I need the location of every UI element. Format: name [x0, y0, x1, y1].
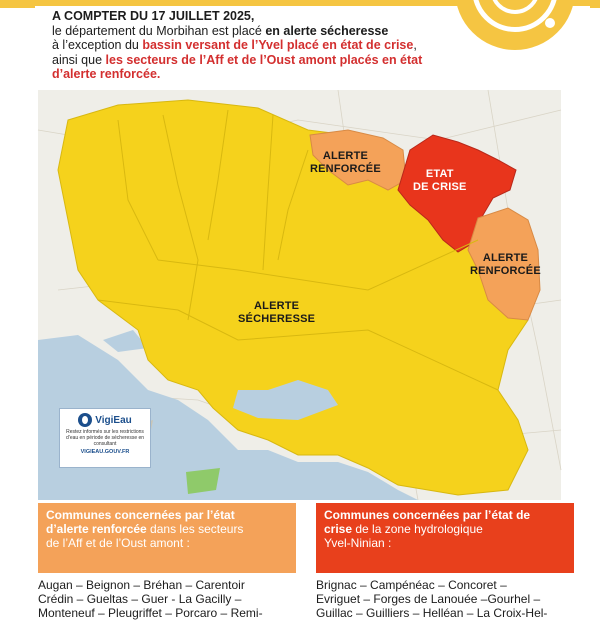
header-line-3: à l’exception du bassin versant de l’Yvel placé en état de crise,: [52, 38, 417, 52]
map-island-green: [186, 468, 220, 494]
commune-line: Brignac – Campénéac – Concoret –: [316, 578, 507, 592]
commune-line: Monteneuf – Pleugriffet – Porcaro – Remi-: [38, 606, 263, 620]
vigieau-name: VigiEau: [95, 414, 132, 426]
communes-crise-list: [316, 578, 586, 620]
water-drop-icon: [78, 413, 92, 427]
label-alerte-renforcee-1: ALERTE RENFORCÉE: [310, 150, 381, 175]
header-line-5: d’alerte renforcée.: [52, 67, 161, 81]
vigieau-description: Restez informés sur les restrictions d’eau en période de sécheresse en consultant: [65, 429, 145, 447]
commune-line: Evriguet – Forges de Lanouée –Gourhel –: [316, 592, 541, 606]
vigieau-link[interactable]: VIGIEAU.GOUV.FR: [80, 449, 130, 455]
label-alerte-secheresse: ALERTE SÉCHERESSE: [238, 300, 316, 325]
box-alerte-renforcee: Communes concernées par l’état d’alerte renforcée dans les secteurs de l’Aff et de l’Oust amont :: [38, 503, 296, 573]
commune-line: Guillac – Guilliers – Helléan – La Croix-Hel-: [316, 606, 548, 620]
header-date: A COMPTER DU 17 JUILLET 2025,: [52, 9, 255, 23]
commune-line: Augan – Beignon – Bréhan – Carentoir: [38, 578, 245, 592]
communes-renforcee-list: [38, 578, 308, 620]
box-etat-crise: Communes concernées par l’état de crise de la zone hydrologique Yvel-Ninian :: [316, 503, 574, 573]
label-alerte-renforcee-2: ALERTE RENFORCÉE: [470, 252, 541, 277]
header-text: [52, 9, 432, 82]
commune-line: Crédin – Gueltas – Guer - La Gacilly –: [38, 592, 242, 606]
header-line-2: le département du Morbihan est placé en alerte sécheresse: [52, 23, 389, 38]
vigieau-card[interactable]: [59, 408, 151, 468]
label-etat-crise: ETAT DE CRISE: [413, 168, 467, 193]
sun-dot-icon: [545, 18, 555, 28]
header-line-4: ainsi que les secteurs de l’Aff et de l’Oust amont placés en état: [52, 52, 423, 67]
vigieau-logo: [60, 413, 150, 427]
